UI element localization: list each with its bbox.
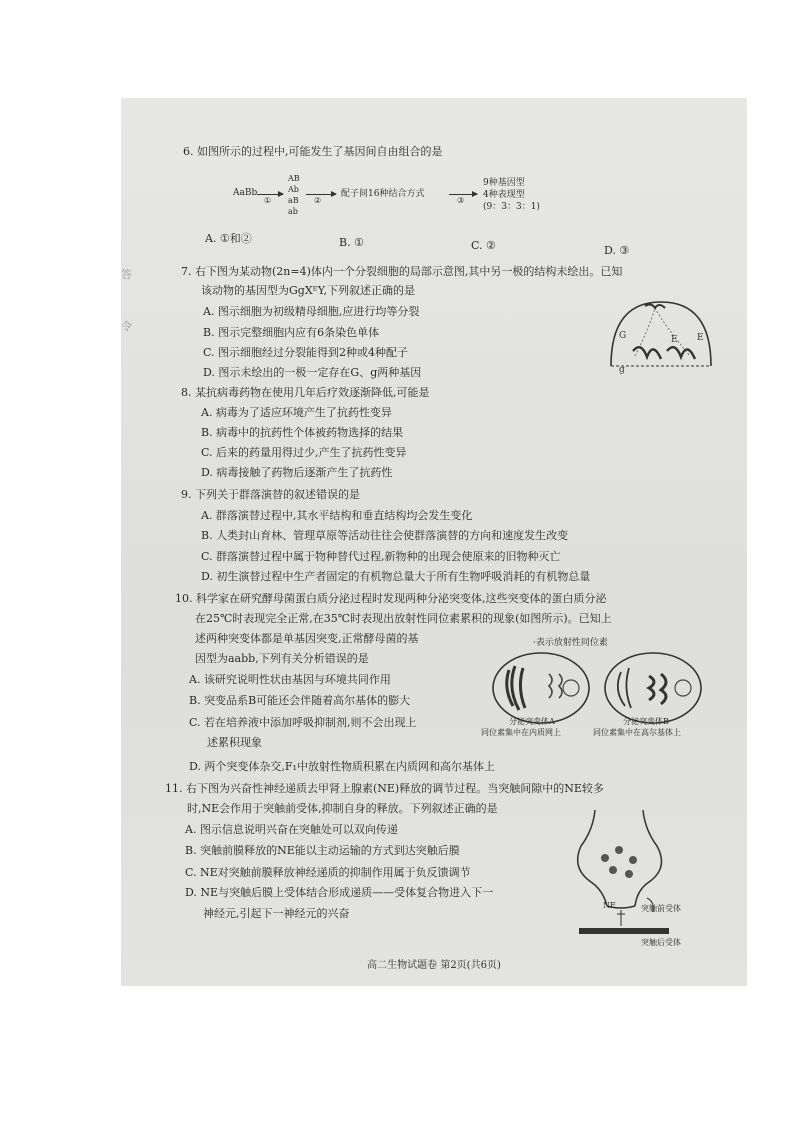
q11-stem-2: 时,NE会作用于突触前受体,抑制自身的释放。下列叙述正确的是: [187, 802, 498, 815]
q10-option-c-cont: 述累积现象: [207, 736, 262, 749]
q7-label-g-upper: G: [619, 331, 627, 341]
q11-option-d[interactable]: D. NE与突触后膜上受体结合形成递质——受体复合物进入下一: [185, 886, 494, 899]
q6-genotypes: 9种基因型: [483, 178, 525, 188]
q9-option-b[interactable]: B. 人类封山育林、管理草原等活动往往会使群落演替的方向和速度发生改变: [201, 529, 569, 542]
q6-gamete-4: ab: [288, 207, 298, 216]
q8-option-d[interactable]: D. 病毒接触了药物后逐渐产生了抗药性: [201, 466, 393, 479]
q10-stem-4: 因型为aabb,下列有关分析错误的是: [195, 652, 369, 665]
q8-stem: 8. 某抗病毒药物在使用几年后疗效逐渐降低,可能是: [181, 386, 430, 399]
q11-synapse-figure: [573, 810, 683, 938]
q10-caption-a1: 分泌突变体A: [509, 717, 555, 726]
q6-arrow-1: [257, 194, 283, 195]
q6-arrow-3: [449, 194, 477, 195]
q10-caption-b2: 同位素集中在高尔基体上: [593, 728, 681, 737]
q11-option-a[interactable]: A. 图示信息说明兴奋在突触处可以双向传递: [185, 823, 398, 836]
q6-stem: 6. 如图所示的过程中,可能发生了基因间自由组合的是: [183, 145, 443, 158]
q6-step-2: ②: [314, 196, 322, 205]
q9-option-c[interactable]: C. 群落演替过程中属于物种替代过程,新物种的出现会使原来的旧物种灭亡: [201, 550, 561, 563]
q6-gamete-2: Ab: [288, 185, 299, 194]
margin-char-1: [121, 266, 132, 282]
q6-option-c[interactable]: C. ②: [471, 239, 496, 252]
exam-page: [121, 98, 747, 986]
q7-label-e2: E: [697, 333, 704, 343]
q10-option-c[interactable]: C. 若在培养液中添加呼吸抑制剂,则不会出现上: [189, 716, 417, 729]
q11-label-ne: NE: [603, 901, 616, 910]
q6-option-a[interactable]: A. ①和②: [205, 232, 252, 245]
q8-option-a[interactable]: A. 病毒为了适应环境产生了抗药性变异: [201, 406, 392, 419]
q11-label-pre: 突触前受体: [641, 904, 681, 913]
q11-label-post: 突触后受体: [641, 938, 681, 947]
page-footer: 高二生物试题卷 第2页(共6页): [367, 960, 501, 971]
q7-stem-2: 该动物的基因型为GgXᴱY,下列叙述正确的是: [201, 284, 416, 297]
margin-char-2: [121, 318, 132, 334]
q6-option-d[interactable]: D. ③: [604, 244, 630, 257]
q11-option-b[interactable]: B. 突触前膜释放的NE能以主动运输的方式到达突触后膜: [185, 844, 460, 857]
q10-caption-a2: 同位素集中在内质网上: [481, 728, 561, 737]
q8-option-b[interactable]: B. 病毒中的抗药性个体被药物选择的结果: [201, 426, 404, 439]
q10-stem-1: 10. 科学家在研究酵母菌蛋白质分泌过程时发现两种分泌突变体,这些突变体的蛋白质分泌: [175, 592, 607, 605]
q6-step-1: ①: [264, 196, 272, 205]
q9-option-d[interactable]: D. 初生演替过程中生产者固定的有机物总量大于所有生物呼吸消耗的有机物总量: [201, 570, 591, 583]
margin-char-text: 令: [121, 320, 132, 333]
q7-label-g-lower: g: [619, 365, 625, 374]
q6-combination: 配子间16种结合方式: [341, 189, 425, 199]
q6-arrow-2: [306, 194, 336, 195]
q10-legend: ·表示放射性同位素: [533, 638, 608, 648]
q10-option-b[interactable]: B. 突变品系B可能还会伴随着高尔基体的膨大: [189, 694, 411, 707]
q7-option-a[interactable]: A. 图示细胞为初级精母细胞,应进行均等分裂: [203, 305, 420, 318]
q10-option-a[interactable]: A. 该研究说明性状由基因与环境共同作用: [189, 673, 391, 686]
q11-stem-1: 11. 右下图为兴奋性神经递质去甲肾上腺素(NE)释放的调节过程。当突触间隙中的NE较多: [165, 782, 604, 795]
q10-caption-b1: 分泌突变体B: [623, 717, 669, 726]
q7-label-e1: E: [671, 335, 678, 345]
q6-ratio: (9：3：3：1): [483, 202, 540, 212]
q10-stem-3: 述两种突变体都是单基因突变,正常酵母菌的基: [195, 632, 419, 645]
q9-option-a[interactable]: A. 群落演替过程中,其水平结构和垂直结构均会发生变化: [201, 509, 473, 522]
q6-gamete-3: aB: [288, 196, 299, 205]
q8-option-c[interactable]: C. 后来的药量用得过少,产生了抗药性变异: [201, 446, 407, 459]
q7-cell-figure: [605, 296, 717, 374]
q6-parent: AaBb: [233, 188, 258, 198]
q6-phenotypes: 4种表现型: [483, 190, 525, 200]
margin-char-text: 答: [121, 268, 132, 281]
q6-option-b[interactable]: B. ①: [339, 236, 364, 249]
q11-option-c[interactable]: C. NE对突触前膜释放神经递质的抑制作用属于负反馈调节: [185, 866, 471, 879]
q7-option-d[interactable]: D. 图示未绘出的一极一定存在G、g两种基因: [203, 366, 422, 379]
q6-gamete-1: AB: [288, 174, 300, 183]
q10-stem-2: 在25℃时表现完全正常,在35℃时表现出放射性同位素累积的现象(如图所示)。已知上: [195, 612, 612, 625]
q11-option-d-cont: 神经元,引起下一神经元的兴奋: [203, 907, 350, 920]
q6-step-3: ③: [457, 196, 465, 205]
q7-option-b[interactable]: B. 图示完整细胞内应有6条染色单体: [203, 326, 380, 339]
q7-stem-1: 7. 右下图为某动物(2n=4)体内一个分裂细胞的局部示意图,其中另一极的结构未绘出。已知: [181, 265, 623, 278]
q7-option-c[interactable]: C. 图示细胞经过分裂能得到2种或4种配子: [203, 346, 409, 359]
q10-option-d[interactable]: D. 两个突变体杂交,F₁中放射性物质积累在内质网和高尔基体上: [189, 760, 495, 773]
q9-stem: 9. 下列关于群落演替的叙述错误的是: [181, 488, 360, 501]
